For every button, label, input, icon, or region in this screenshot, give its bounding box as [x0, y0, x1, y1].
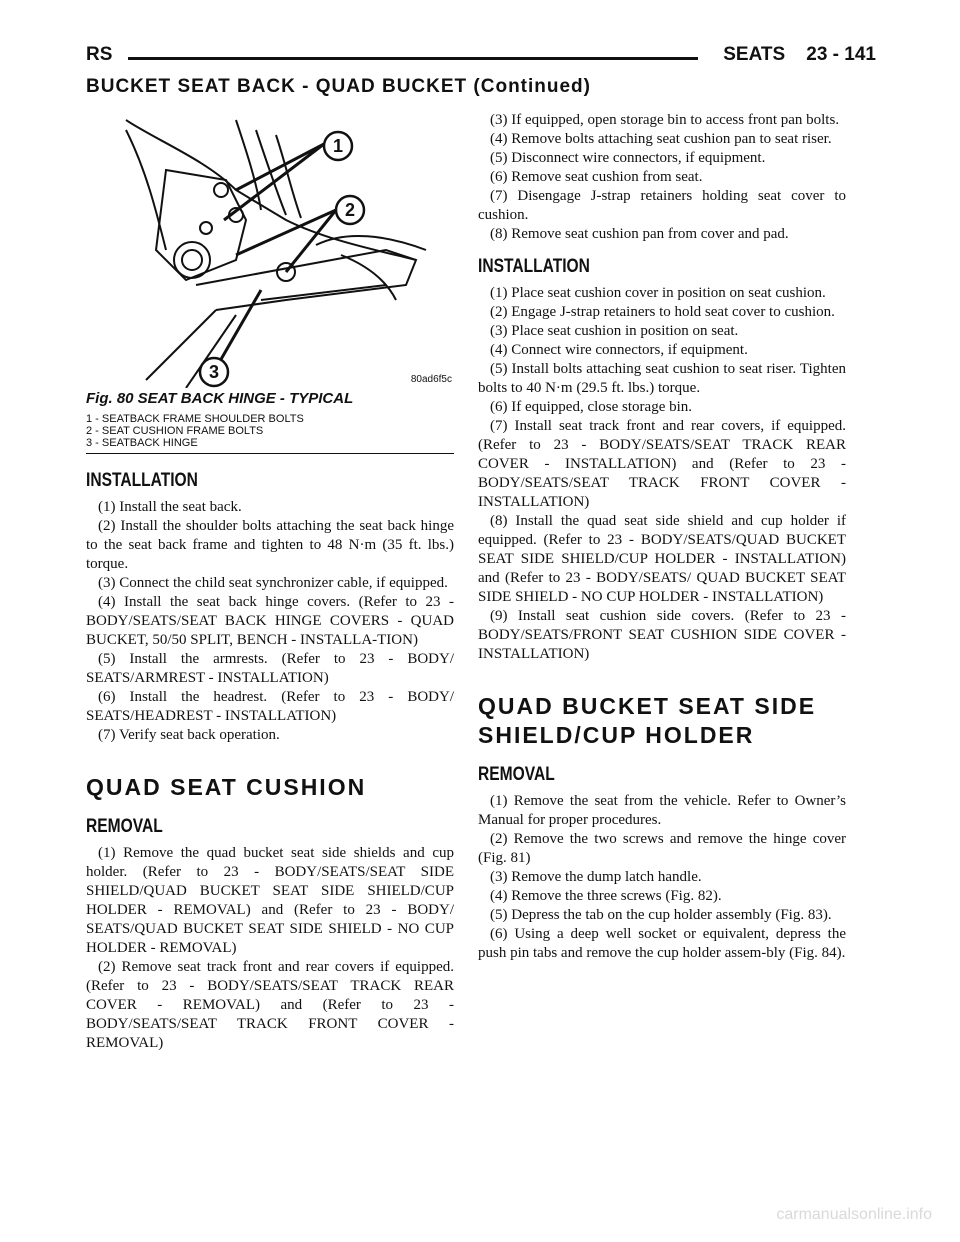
- step: (2) Install the shoulder bolts attaching the seat back hinge to the seat back frame and tighten to 48 N·m (35 ft. lbs.) torque.: [86, 518, 454, 572]
- header-page-ref: SEATS 23 - 141: [723, 44, 876, 65]
- step: (5) Disconnect wire connectors, if equipment.: [490, 150, 766, 166]
- legend-item: 1 - SEATBACK FRAME SHOULDER BOLTS: [86, 413, 304, 425]
- figure-legend: [86, 413, 454, 454]
- installation-heading: INSTALLATION: [86, 470, 198, 491]
- step: (1) Remove the seat from the vehicle. Refer to Owner’s Manual for proper procedures.: [478, 793, 846, 828]
- step: (6) Install the headrest. (Refer to 23 - BODY/ SEATS/HEADREST - INSTALLATION): [86, 689, 454, 724]
- callout-3: 3: [208, 362, 220, 382]
- step: (8) Remove seat cushion pan from cover and pad.: [490, 226, 789, 242]
- step: (4) Connect wire connectors, if equipment.: [490, 342, 748, 358]
- step: (8) Install the quad seat side shield and cup holder if equipped. (Refer to 23 - BODY/SEATS/QUAD BUCKET SEAT SIDE SHIELD/CUP HOLDER - INSTALLATION) and (Refer to 23 - BODY/SEATS/ QUAD BUCKET SEAT SIDE SHIELD - NO CUP HOLDER - INSTALLATION): [478, 513, 846, 605]
- section-title-line: QUAD BUCKET SEAT SIDE: [478, 693, 817, 719]
- right-column: [478, 111, 846, 963]
- step: (5) Install the armrests. (Refer to 23 - BODY/ SEATS/ARMREST - INSTALLATION): [86, 651, 454, 686]
- step: (2) Engage J-strap retainers to hold seat cover to cushion.: [490, 304, 835, 320]
- page-header: [86, 44, 876, 68]
- header-section-code: RS: [86, 44, 113, 65]
- installation-heading: INSTALLATION: [478, 256, 590, 277]
- step: (1) Install the seat back.: [98, 499, 242, 515]
- step: (1) Remove the quad bucket seat side shields and cup holder. (Refer to 23 - BODY/SEATS/SEAT SIDE SHIELD/QUAD BUCKET SEAT SIDE SHIELD/CUP HOLDER - REMOVAL) and (Refer to 23 - BODY/ SEATS/QUAD BUCKET SEAT SIDE SHIELD - NO CUP HOLDER - REMOVAL): [86, 845, 454, 956]
- step: (6) If equipped, close storage bin.: [490, 399, 693, 415]
- seat-back-hinge-illustration: [86, 110, 454, 388]
- removal-heading: REMOVAL: [86, 816, 163, 837]
- step: (2) Remove seat track front and rear covers if equipped. (Refer to 23 - BODY/SEATS/SEAT TRACK REAR COVER - REMOVAL) and (Refer to 23 - BODY/SEATS/SEAT TRACK FRONT COVER - REMOVAL): [86, 959, 454, 1051]
- legend-item: 3 - SEATBACK HINGE: [86, 437, 198, 449]
- step: (4) Remove the three screws (Fig. 82).: [490, 888, 722, 904]
- step: (9) Install seat cushion side covers. (Refer to 23 - BODY/SEATS/FRONT SEAT CUSHION SIDE COVER - INSTALLATION): [478, 608, 846, 662]
- step: (4) Remove bolts attaching seat cushion pan to seat riser.: [490, 131, 832, 147]
- callout-2: 2: [344, 200, 356, 220]
- step: (4) Install the seat back hinge covers. (Refer to 23 - BODY/SEATS/SEAT BACK HINGE COVERS - QUAD BUCKET, 50/50 SPLIT, BENCH - INSTALLA-TION): [86, 594, 454, 648]
- step: (6) Using a deep well socket or equivalent, depress the push pin tabs and remove the cup holder assem-bly (Fig. 84).: [478, 926, 846, 961]
- step: (2) Remove the two screws and remove the hinge cover (Fig. 81): [478, 831, 846, 866]
- figure-caption: Fig. 80 SEAT BACK HINGE - TYPICAL: [86, 390, 354, 407]
- continued-heading: BUCKET SEAT BACK - QUAD BUCKET (Continued): [86, 76, 591, 97]
- step: (3) Connect the child seat synchronizer cable, if equipped.: [98, 575, 448, 591]
- watermark: carmanualsonline.info: [776, 1206, 932, 1223]
- step: (6) Remove seat cushion from seat.: [490, 169, 703, 185]
- header-rule: [128, 57, 698, 60]
- step: (1) Place seat cushion cover in position on seat cushion.: [490, 285, 826, 301]
- step: (3) If equipped, open storage bin to access front pan bolts.: [490, 112, 840, 128]
- step: (3) Remove the dump latch handle.: [490, 869, 702, 885]
- left-column: [86, 110, 454, 1053]
- figure-code: 80ad6f5c: [410, 374, 452, 385]
- section-title-line: SHIELD/CUP HOLDER: [478, 722, 755, 748]
- step: (7) Install seat track front and rear covers, if equipped. (Refer to 23 - BODY/SEATS/SEAT TRACK REAR COVER - INSTALLATION) and (Refer to 23 - BODY/SEATS/SEAT TRACK FRONT COVER - INSTALLATION): [478, 418, 846, 510]
- step: (3) Place seat cushion in position on seat.: [490, 323, 739, 339]
- removal-heading: REMOVAL: [478, 764, 555, 785]
- step: (5) Install bolts attaching seat cushion to seat riser. Tighten bolts to 40 N·m (29.5 ft. lbs.) torque.: [478, 361, 846, 396]
- section-title-quad-seat-cushion: QUAD SEAT CUSHION: [86, 774, 367, 800]
- section-title-side-shield-cup-holder: [478, 692, 846, 750]
- step: (5) Depress the tab on the cup holder assembly (Fig. 83).: [490, 907, 832, 923]
- seat-back-hinge-figure: [86, 110, 454, 388]
- step: (7) Disengage J-strap retainers holding seat cover to cushion.: [478, 188, 846, 223]
- callout-1: 1: [332, 136, 344, 156]
- step: (7) Verify seat back operation.: [98, 727, 280, 743]
- legend-item: 2 - SEAT CUSHION FRAME BOLTS: [86, 425, 264, 437]
